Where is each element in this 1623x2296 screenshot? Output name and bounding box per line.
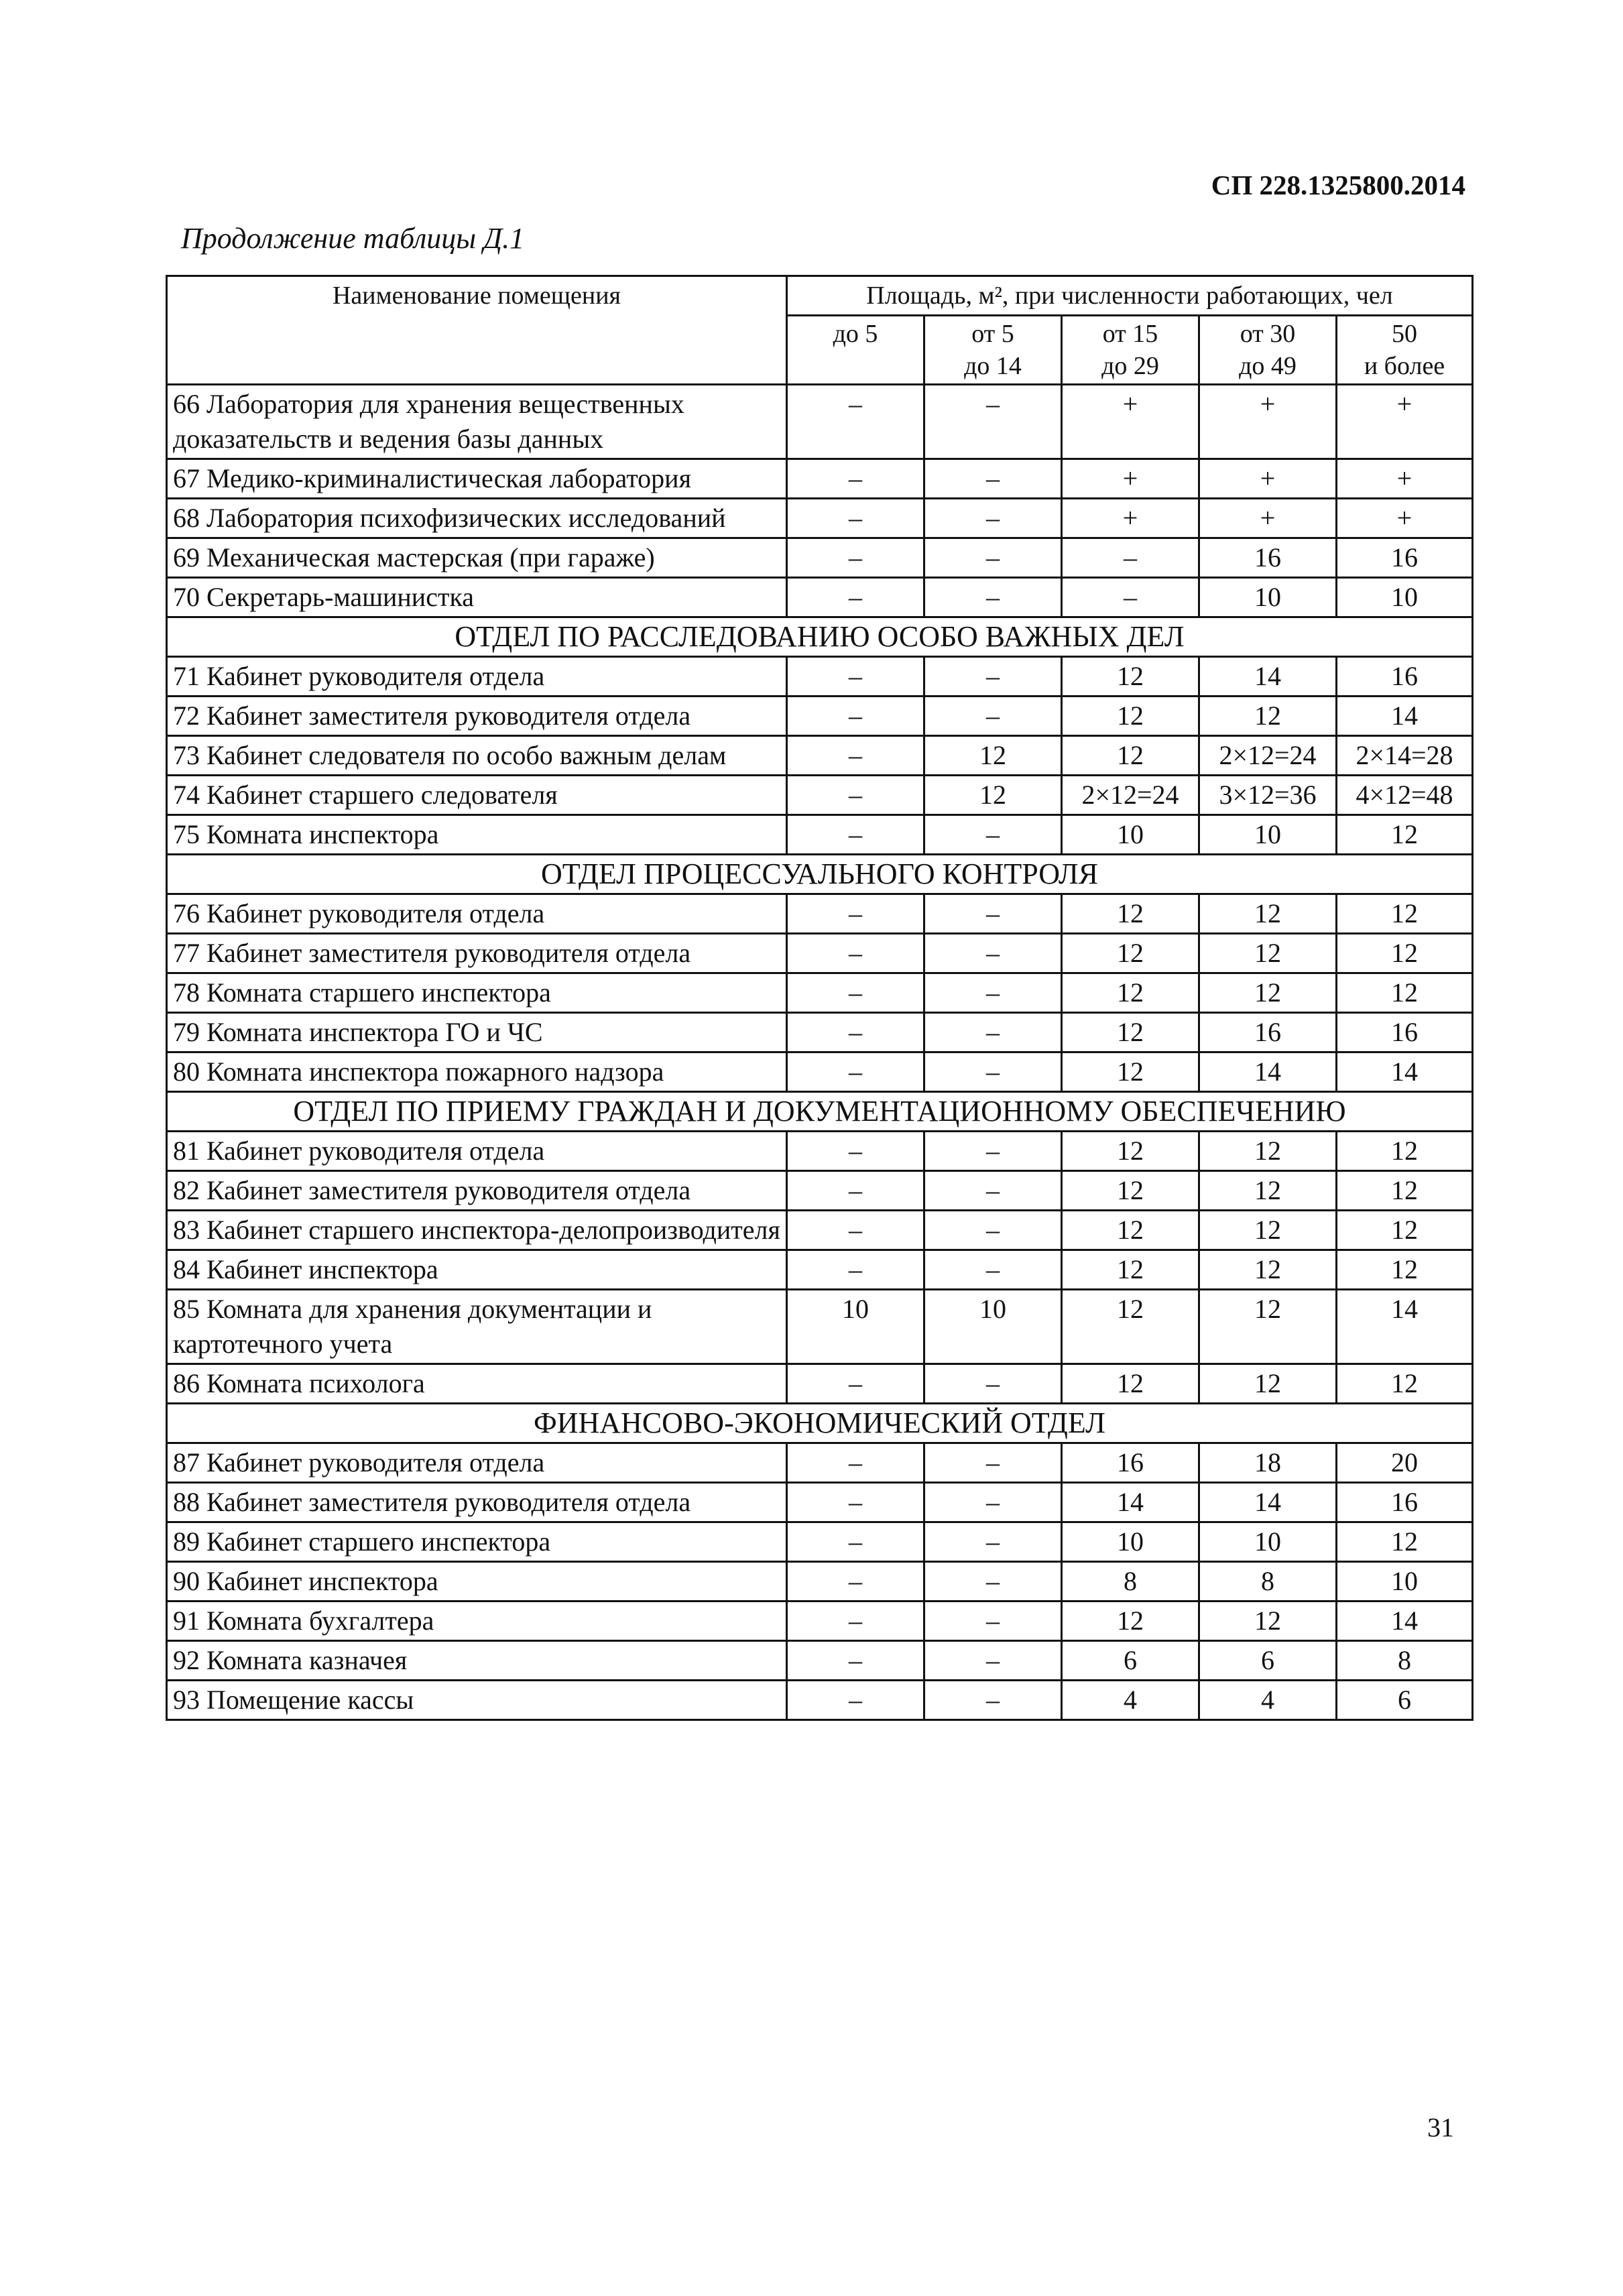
area-value: 16 — [1337, 1013, 1473, 1052]
table-row — [167, 736, 1473, 776]
area-value: 12 — [1337, 1132, 1473, 1171]
section-title: ОТДЕЛ ПРОЦЕССУАЛЬНОГО КОНТРОЛЯ — [167, 855, 1473, 894]
table-row — [167, 657, 1473, 697]
area-value: 10 — [1199, 1522, 1337, 1562]
table-row — [167, 815, 1473, 855]
area-value: + — [1062, 459, 1199, 499]
area-value: – — [924, 1681, 1062, 1720]
room-name: 82 Кабинет заместителя руководителя отдела — [167, 1171, 787, 1211]
area-value: – — [924, 499, 1062, 538]
area-value: – — [924, 815, 1062, 855]
area-value: 6 — [1062, 1641, 1199, 1681]
area-value: + — [1199, 385, 1337, 459]
area-value: – — [787, 578, 924, 617]
area-value: 12 — [1199, 934, 1337, 973]
section-title: ОТДЕЛ ПО ПРИЕМУ ГРАЖДАН И ДОКУМЕНТАЦИОННОМУ ОБЕСПЕЧЕНИЮ — [167, 1092, 1473, 1132]
room-name: 70 Секретарь-машинистка — [167, 578, 787, 617]
area-value: – — [787, 776, 924, 815]
room-name: 74 Кабинет старшего следователя — [167, 776, 787, 815]
table-row — [167, 499, 1473, 538]
area-value: – — [924, 1211, 1062, 1250]
room-name-header: Наименование помещения — [167, 276, 787, 385]
column-header — [1062, 316, 1199, 385]
room-name: 77 Кабинет заместителя руководителя отдела — [167, 934, 787, 973]
table-row — [167, 1211, 1473, 1250]
room-name: 93 Помещение кассы — [167, 1681, 787, 1720]
table-row — [167, 973, 1473, 1013]
area-value: – — [924, 1013, 1062, 1052]
room-name: 92 Комната казначея — [167, 1641, 787, 1681]
area-value: – — [787, 1562, 924, 1602]
area-value: – — [787, 657, 924, 697]
column-header-line: до 14 — [964, 352, 1022, 380]
page-number: 31 — [1427, 2112, 1454, 2142]
area-value: 12 — [1062, 1013, 1199, 1052]
area-value: 12 — [1062, 1602, 1199, 1641]
column-header-line: от 30 — [1240, 320, 1296, 348]
room-name: 79 Комната инспектора ГО и ЧС — [167, 1013, 787, 1052]
room-name: 71 Кабинет руководителя отдела — [167, 657, 787, 697]
area-value: – — [787, 499, 924, 538]
area-value: 14 — [1199, 1052, 1337, 1092]
area-value: + — [1337, 385, 1473, 459]
area-value: 12 — [1062, 934, 1199, 973]
area-value: + — [1337, 499, 1473, 538]
area-value: – — [924, 657, 1062, 697]
area-value: – — [787, 538, 924, 578]
area-value: 6 — [1199, 1641, 1337, 1681]
area-value: 12 — [1199, 1171, 1337, 1211]
area-value: – — [924, 1171, 1062, 1211]
section-row — [167, 1404, 1473, 1443]
area-value: – — [787, 1522, 924, 1562]
area-value: + — [1199, 459, 1337, 499]
table-row — [167, 1013, 1473, 1052]
area-value: 2×12=24 — [1062, 776, 1199, 815]
area-value: – — [787, 385, 924, 459]
area-value: – — [787, 1171, 924, 1211]
table-row — [167, 1364, 1473, 1404]
room-name: 80 Комната инспектора пожарного надзора — [167, 1052, 787, 1092]
area-value: – — [787, 459, 924, 499]
area-value: 12 — [1337, 815, 1473, 855]
room-name: 84 Кабинет инспектора — [167, 1250, 787, 1290]
area-value: 12 — [1062, 1364, 1199, 1404]
room-name: 72 Кабинет заместителя руководителя отдела — [167, 697, 787, 736]
area-value: 12 — [1199, 973, 1337, 1013]
room-name: 76 Кабинет руководителя отдела — [167, 894, 787, 934]
area-value: 10 — [1337, 578, 1473, 617]
column-header-line: 50 — [1392, 320, 1417, 348]
area-value: 12 — [1199, 1602, 1337, 1641]
room-name: 88 Кабинет заместителя руководителя отдела — [167, 1483, 787, 1522]
section-row — [167, 617, 1473, 657]
area-value: 16 — [1337, 538, 1473, 578]
table-row — [167, 1681, 1473, 1720]
area-value: 14 — [1062, 1483, 1199, 1522]
area-value: – — [787, 1443, 924, 1483]
area-value: – — [1062, 578, 1199, 617]
area-value: – — [924, 1562, 1062, 1602]
section-row — [167, 1092, 1473, 1132]
area-value: 12 — [1337, 934, 1473, 973]
table-row — [167, 776, 1473, 815]
area-value: – — [787, 815, 924, 855]
table-row — [167, 1641, 1473, 1681]
column-header — [924, 316, 1062, 385]
area-value: – — [924, 1443, 1062, 1483]
table-row — [167, 459, 1473, 499]
section-title: ОТДЕЛ ПО РАССЛЕДОВАНИЮ ОСОБО ВАЖНЫХ ДЕЛ — [167, 617, 1473, 657]
area-value: – — [787, 1364, 924, 1404]
area-value: 16 — [1199, 1013, 1337, 1052]
room-name: 85 Комната для хранения документации и картотечного учета — [167, 1290, 787, 1364]
table-row — [167, 894, 1473, 934]
area-value: 20 — [1337, 1443, 1473, 1483]
area-value: 12 — [1062, 894, 1199, 934]
area-value: + — [1062, 499, 1199, 538]
area-value: 12 — [1062, 1132, 1199, 1171]
area-value: 12 — [1199, 1132, 1337, 1171]
area-value: 4 — [1062, 1681, 1199, 1720]
area-value: 12 — [1062, 657, 1199, 697]
table-row — [167, 538, 1473, 578]
area-value: 14 — [1337, 1290, 1473, 1364]
area-value: 10 — [1199, 578, 1337, 617]
room-name: 83 Кабинет старшего инспектора-делопроизводителя — [167, 1211, 787, 1250]
area-value: – — [924, 1364, 1062, 1404]
area-value: – — [924, 1132, 1062, 1171]
table-row — [167, 1483, 1473, 1522]
column-header-line: до 29 — [1101, 352, 1159, 380]
column-header-line: до 5 — [833, 320, 878, 348]
area-value: – — [787, 1483, 924, 1522]
room-name: 73 Кабинет следователя по особо важным делам — [167, 736, 787, 776]
area-value: 10 — [1337, 1562, 1473, 1602]
area-value: – — [924, 1052, 1062, 1092]
room-name: 78 Комната старшего инспектора — [167, 973, 787, 1013]
area-value: 10 — [787, 1290, 924, 1364]
area-value: – — [924, 459, 1062, 499]
table-row — [167, 1562, 1473, 1602]
area-value: – — [924, 697, 1062, 736]
area-value: – — [924, 578, 1062, 617]
table-row — [167, 385, 1473, 459]
column-header-line: и более — [1364, 352, 1445, 380]
area-value: + — [1337, 459, 1473, 499]
column-header-line: от 15 — [1102, 320, 1158, 348]
area-value: 12 — [1337, 894, 1473, 934]
area-value: – — [787, 736, 924, 776]
area-value: 10 — [1199, 815, 1337, 855]
table-row — [167, 1132, 1473, 1171]
table-continuation-title: Продолжение таблицы Д.1 — [181, 222, 525, 255]
room-name: 89 Кабинет старшего инспектора — [167, 1522, 787, 1562]
table-row — [167, 934, 1473, 973]
area-value: 14 — [1199, 657, 1337, 697]
area-value: – — [924, 1250, 1062, 1290]
area-value: 4×12=48 — [1337, 776, 1473, 815]
column-header-line: до 49 — [1239, 352, 1297, 380]
area-value: 12 — [1062, 736, 1199, 776]
table-row — [167, 578, 1473, 617]
area-value: – — [787, 1681, 924, 1720]
area-value: 14 — [1337, 1052, 1473, 1092]
area-value: 10 — [1062, 815, 1199, 855]
area-value: 10 — [924, 1290, 1062, 1364]
section-row — [167, 855, 1473, 894]
area-value: 12 — [924, 776, 1062, 815]
area-value: – — [787, 697, 924, 736]
room-name: 91 Комната бухгалтера — [167, 1602, 787, 1641]
area-value: – — [924, 1602, 1062, 1641]
area-value: – — [924, 973, 1062, 1013]
area-value: 4 — [1199, 1681, 1337, 1720]
room-name: 86 Комната психолога — [167, 1364, 787, 1404]
area-value: – — [924, 934, 1062, 973]
table-row — [167, 1052, 1473, 1092]
area-value: 8 — [1199, 1562, 1337, 1602]
column-header-line: от 5 — [971, 320, 1014, 348]
area-value: – — [924, 1641, 1062, 1681]
header-row-1 — [167, 276, 1473, 316]
table-row — [167, 697, 1473, 736]
area-value: + — [1199, 499, 1337, 538]
table-row — [167, 1522, 1473, 1562]
area-value: 12 — [1337, 1364, 1473, 1404]
area-value: 12 — [1062, 1211, 1199, 1250]
column-header — [787, 316, 924, 385]
area-value: + — [1062, 385, 1199, 459]
area-value: 16 — [1337, 1483, 1473, 1522]
area-value: 2×12=24 — [1199, 736, 1337, 776]
area-value: 16 — [1199, 538, 1337, 578]
table-row — [167, 1250, 1473, 1290]
room-name: 69 Механическая мастерская (при гараже) — [167, 538, 787, 578]
area-value: – — [787, 973, 924, 1013]
room-name: 68 Лаборатория психофизических исследований — [167, 499, 787, 538]
area-value: 2×14=28 — [1337, 736, 1473, 776]
area-value: 12 — [1062, 1290, 1199, 1364]
room-name: 81 Кабинет руководителя отдела — [167, 1132, 787, 1171]
table-row — [167, 1290, 1473, 1364]
room-name: 66 Лаборатория для хранения вещественных доказательств и ведения базы данных — [167, 385, 787, 459]
area-value: – — [787, 1641, 924, 1681]
area-value: 12 — [1062, 697, 1199, 736]
area-value: – — [787, 1602, 924, 1641]
table-row — [167, 1443, 1473, 1483]
area-value: 12 — [1337, 973, 1473, 1013]
area-value: 3×12=36 — [1199, 776, 1337, 815]
column-header — [1199, 316, 1337, 385]
section-title: ФИНАНСОВО-ЭКОНОМИЧЕСКИЙ ОТДЕЛ — [167, 1404, 1473, 1443]
area-value: – — [787, 894, 924, 934]
area-value: 12 — [1337, 1211, 1473, 1250]
area-value: – — [787, 1013, 924, 1052]
table-body — [167, 385, 1473, 1720]
area-value: – — [924, 894, 1062, 934]
area-value: – — [924, 1483, 1062, 1522]
area-value: 12 — [1199, 1364, 1337, 1404]
area-value: 12 — [1337, 1171, 1473, 1211]
area-value: 12 — [1199, 697, 1337, 736]
area-value: 12 — [1337, 1250, 1473, 1290]
area-value: 14 — [1337, 697, 1473, 736]
area-value: 12 — [1062, 1052, 1199, 1092]
area-value: 12 — [1199, 1250, 1337, 1290]
area-value: 8 — [1337, 1641, 1473, 1681]
area-value: 12 — [1199, 1211, 1337, 1250]
area-value: 12 — [1199, 894, 1337, 934]
area-value: – — [787, 1211, 924, 1250]
area-value: 8 — [1062, 1562, 1199, 1602]
table-row — [167, 1171, 1473, 1211]
area-value: 16 — [1337, 657, 1473, 697]
room-name: 75 Комната инспектора — [167, 815, 787, 855]
room-name: 90 Кабинет инспектора — [167, 1562, 787, 1602]
area-value: 12 — [1337, 1522, 1473, 1562]
area-value: – — [1062, 538, 1199, 578]
area-value: 12 — [1062, 1250, 1199, 1290]
area-value: 16 — [1062, 1443, 1199, 1483]
room-name: 67 Медико-криминалистическая лаборатория — [167, 459, 787, 499]
area-value: 18 — [1199, 1443, 1337, 1483]
area-value: 6 — [1337, 1681, 1473, 1720]
area-value: 10 — [1062, 1522, 1199, 1562]
column-header — [1337, 316, 1473, 385]
room-name: 87 Кабинет руководителя отдела — [167, 1443, 787, 1483]
area-value: – — [787, 1132, 924, 1171]
room-area-table — [166, 275, 1474, 1721]
area-value: – — [924, 538, 1062, 578]
area-value: 12 — [1199, 1290, 1337, 1364]
area-value: – — [787, 1250, 924, 1290]
area-value: – — [787, 934, 924, 973]
table-row — [167, 1602, 1473, 1641]
area-value: 14 — [1337, 1602, 1473, 1641]
document-code: СП 228.1325800.2014 — [1211, 170, 1465, 200]
area-value: 14 — [1199, 1483, 1337, 1522]
area-value: 12 — [1062, 1171, 1199, 1211]
area-value: 12 — [1062, 973, 1199, 1013]
area-value: 12 — [924, 736, 1062, 776]
area-value: – — [924, 1522, 1062, 1562]
area-group-header: Площадь, м², при численности работающих, чел — [787, 276, 1473, 316]
area-value: – — [924, 385, 1062, 459]
area-value: – — [787, 1052, 924, 1092]
